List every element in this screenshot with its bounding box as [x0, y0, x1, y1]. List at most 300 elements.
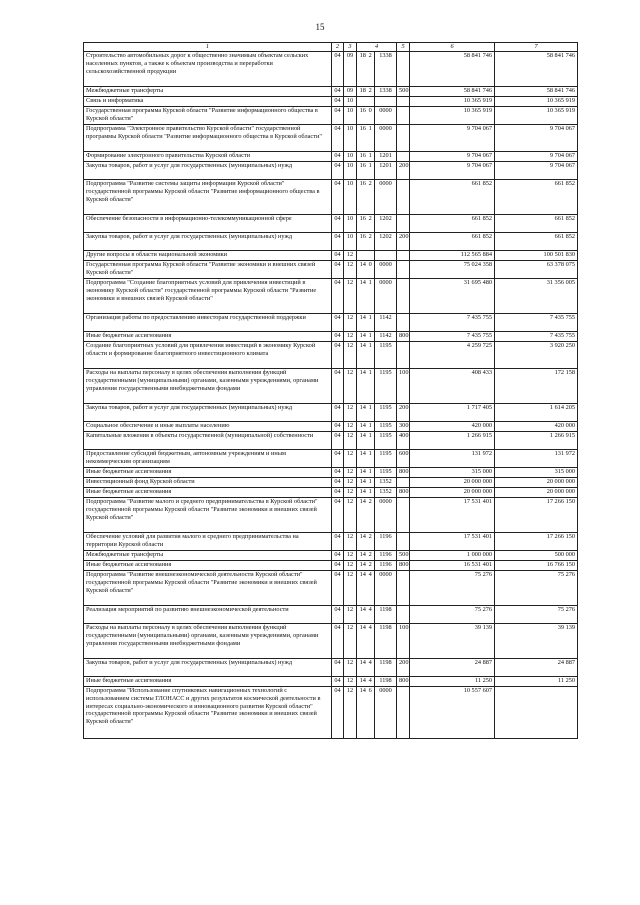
amount-year-2: 3 920 250 [495, 342, 578, 369]
amount-year-1: 58 841 746 [410, 52, 495, 87]
target-code-3: 1338 [375, 52, 397, 87]
pr-code: 12 [344, 369, 357, 404]
table-row [84, 659, 578, 677]
target-code-3: 0000 [375, 180, 397, 215]
vr-code [397, 533, 410, 551]
table-row [84, 551, 578, 561]
vr-code: 400 [397, 432, 410, 450]
target-code-3: 1195 [375, 468, 397, 478]
amount-year-1: 10 557 607 [410, 687, 495, 739]
target-code-2: 2 [368, 87, 375, 97]
row-name: Инвестиционный фонд Курской области [84, 478, 332, 488]
row-name: Связь и информатика [84, 97, 332, 107]
vr-code [397, 342, 410, 369]
table-row [84, 332, 578, 342]
target-code-2 [368, 97, 375, 107]
header-cell: 4 [357, 43, 397, 52]
vr-code [397, 498, 410, 533]
pr-code: 12 [344, 498, 357, 533]
vr-code: 800 [397, 332, 410, 342]
amount-year-1: 9 704 067 [410, 125, 495, 152]
pr-code: 09 [344, 87, 357, 97]
target-code-1: 14 [357, 279, 368, 314]
amount-year-1: 7 435 755 [410, 314, 495, 332]
target-code-3 [375, 97, 397, 107]
gr-code: 04 [332, 450, 344, 468]
amount-year-2: 63 378 075 [495, 261, 578, 279]
pr-code: 12 [344, 551, 357, 561]
gr-code: 04 [332, 404, 344, 422]
amount-year-1: 75 276 [410, 606, 495, 624]
gr-code: 04 [332, 342, 344, 369]
vr-code: 800 [397, 561, 410, 571]
target-code-3: 1196 [375, 551, 397, 561]
target-code-3: 0000 [375, 261, 397, 279]
gr-code: 04 [332, 261, 344, 279]
pr-code: 12 [344, 404, 357, 422]
target-code-1: 16 [357, 152, 368, 162]
target-code-1: 14 [357, 571, 368, 606]
target-code-1: 18 [357, 87, 368, 97]
pr-code: 12 [344, 478, 357, 488]
table-row [84, 87, 578, 97]
vr-code: 500 [397, 551, 410, 561]
table-row [84, 180, 578, 215]
target-code-3: 1198 [375, 659, 397, 677]
gr-code: 04 [332, 422, 344, 432]
target-code-2: 1 [368, 478, 375, 488]
target-code-2: 1 [368, 162, 375, 180]
row-name: Расходы на выплаты персоналу в целях обеспечения выполнения функций государственными (муниципальными) органами, казенными учреждениями, органами управления государственными внебюджетными фондами [84, 624, 332, 659]
gr-code: 04 [332, 180, 344, 215]
pr-code: 10 [344, 180, 357, 215]
amount-year-2: 661 852 [495, 215, 578, 233]
table-row [84, 478, 578, 488]
pr-code: 12 [344, 332, 357, 342]
target-code-3: 0000 [375, 687, 397, 739]
table-row [84, 571, 578, 606]
row-name: Обеспечение безопасности в информационно-телекоммуникационной сфере [84, 215, 332, 233]
vr-code: 200 [397, 404, 410, 422]
target-code-2: 1 [368, 404, 375, 422]
vr-code [397, 125, 410, 152]
amount-year-1: 31 695 480 [410, 279, 495, 314]
target-code-1: 14 [357, 533, 368, 551]
amount-year-2: 315 000 [495, 468, 578, 478]
vr-code [397, 52, 410, 87]
table-row [84, 251, 578, 261]
row-name: Капитальные вложения в объекты государственной (муниципальной) собственности [84, 432, 332, 450]
table-row [84, 498, 578, 533]
target-code-3: 1195 [375, 404, 397, 422]
target-code-3: 1352 [375, 478, 397, 488]
row-name: Государственная программа Курской области "Развитие экономики и внешних связей Курской области" [84, 261, 332, 279]
amount-year-1: 9 704 067 [410, 162, 495, 180]
pr-code: 09 [344, 52, 357, 87]
target-code-3: 1338 [375, 87, 397, 97]
gr-code: 04 [332, 125, 344, 152]
row-name: Подпрограмма "Использование спутниковых навигационных технологий с использованием системы ГЛОНАСС и других результатов космической деятельности в интересах социально-экономического и инновационного развития Курской области" государственной программы Курской области "Развитие экономики и внешних связей Курской области" [84, 687, 332, 739]
target-code-1: 14 [357, 450, 368, 468]
table-row [84, 279, 578, 314]
target-code-2: 1 [368, 332, 375, 342]
table-row [84, 125, 578, 152]
gr-code: 04 [332, 432, 344, 450]
gr-code: 04 [332, 162, 344, 180]
pr-code: 12 [344, 251, 357, 261]
gr-code: 04 [332, 606, 344, 624]
table-row [84, 404, 578, 422]
pr-code: 10 [344, 125, 357, 152]
target-code-3: 1195 [375, 369, 397, 404]
target-code-3: 1201 [375, 162, 397, 180]
amount-year-2: 20 000 000 [495, 478, 578, 488]
target-code-1: 14 [357, 261, 368, 279]
row-name: Предоставление субсидий бюджетным, автономным учреждениям и иным некоммерческим организациям [84, 450, 332, 468]
header-cell: 3 [344, 43, 357, 52]
table-row [84, 468, 578, 478]
vr-code: 500 [397, 87, 410, 97]
target-code-1: 14 [357, 404, 368, 422]
pr-code: 10 [344, 215, 357, 233]
row-name: Подпрограмма "Развитие малого и среднего предпринимательства в Курской области" государственной программы Курской области "Развитие экономики и внешних связей Курской области" [84, 498, 332, 533]
row-name: Межбюджетные трансферты [84, 551, 332, 561]
amount-year-2: 661 852 [495, 233, 578, 251]
vr-code [397, 215, 410, 233]
amount-year-1: 1 266 915 [410, 432, 495, 450]
amount-year-1: 661 852 [410, 180, 495, 215]
gr-code: 04 [332, 478, 344, 488]
target-code-3: 1198 [375, 624, 397, 659]
vr-code: 200 [397, 162, 410, 180]
amount-year-2: 11 250 [495, 677, 578, 687]
table-row [84, 422, 578, 432]
table-row [84, 488, 578, 498]
amount-year-1: 75 024 358 [410, 261, 495, 279]
amount-year-1: 112 565 884 [410, 251, 495, 261]
target-code-2: 1 [368, 152, 375, 162]
target-code-1: 14 [357, 551, 368, 561]
table-row [84, 677, 578, 687]
amount-year-2 [495, 687, 578, 739]
row-name: Иные бюджетные ассигнования [84, 332, 332, 342]
header-row [84, 43, 578, 52]
table-row [84, 606, 578, 624]
row-name: Строительство автомобильных дорог к общественно значимым объектам сельских населенных пунктов, а также к объектам производства и переработки сельскохозяйственной продукции [84, 52, 332, 87]
amount-year-1: 20 000 000 [410, 488, 495, 498]
pr-code: 12 [344, 571, 357, 606]
target-code-3: 1195 [375, 450, 397, 468]
row-name: Реализация мероприятий по развитию внешнеэкономической деятельности [84, 606, 332, 624]
pr-code: 12 [344, 624, 357, 659]
target-code-2: 6 [368, 687, 375, 739]
amount-year-2: 10 365 919 [495, 107, 578, 125]
pr-code: 12 [344, 659, 357, 677]
target-code-3: 1142 [375, 332, 397, 342]
target-code-2: 1 [368, 314, 375, 332]
amount-year-1: 408 433 [410, 369, 495, 404]
header-cell: 1 [84, 43, 332, 52]
gr-code: 04 [332, 332, 344, 342]
target-code-2: 1 [368, 125, 375, 152]
pr-code: 12 [344, 468, 357, 478]
vr-code [397, 687, 410, 739]
target-code-1: 14 [357, 561, 368, 571]
target-code-3: 1195 [375, 342, 397, 369]
vr-code: 800 [397, 468, 410, 478]
table-row [84, 261, 578, 279]
vr-code: 200 [397, 233, 410, 251]
vr-code: 200 [397, 659, 410, 677]
target-code-2: 2 [368, 215, 375, 233]
header-cell: 7 [495, 43, 578, 52]
pr-code: 12 [344, 422, 357, 432]
gr-code: 04 [332, 468, 344, 478]
target-code-1: 14 [357, 488, 368, 498]
target-code-1: 14 [357, 606, 368, 624]
target-code-2: 4 [368, 571, 375, 606]
row-name: Иные бюджетные ассигнования [84, 677, 332, 687]
vr-code [397, 478, 410, 488]
target-code-2: 1 [368, 488, 375, 498]
amount-year-2: 20 000 000 [495, 488, 578, 498]
gr-code: 04 [332, 314, 344, 332]
target-code-3: 1196 [375, 533, 397, 551]
amount-year-2: 7 435 755 [495, 332, 578, 342]
amount-year-1: 420 000 [410, 422, 495, 432]
amount-year-1: 10 365 919 [410, 107, 495, 125]
target-code-2: 2 [368, 52, 375, 87]
pr-code: 12 [344, 342, 357, 369]
vr-code: 300 [397, 422, 410, 432]
target-code-2: 2 [368, 533, 375, 551]
amount-year-2: 9 704 067 [495, 125, 578, 152]
target-code-2: 2 [368, 561, 375, 571]
pr-code: 12 [344, 261, 357, 279]
gr-code: 04 [332, 107, 344, 125]
target-code-1: 16 [357, 162, 368, 180]
table-row [84, 233, 578, 251]
vr-code [397, 152, 410, 162]
table-row [84, 52, 578, 87]
gr-code: 04 [332, 687, 344, 739]
target-code-1 [357, 251, 368, 261]
amount-year-2: 500 000 [495, 551, 578, 561]
row-name: Другие вопросы в области национальной экономики [84, 251, 332, 261]
gr-code: 04 [332, 251, 344, 261]
pr-code: 12 [344, 533, 357, 551]
gr-code: 04 [332, 87, 344, 97]
amount-year-1: 75 276 [410, 571, 495, 606]
target-code-2: 2 [368, 551, 375, 561]
gr-code: 04 [332, 97, 344, 107]
target-code-2: 4 [368, 659, 375, 677]
row-name: Иные бюджетные ассигнования [84, 561, 332, 571]
target-code-2: 1 [368, 369, 375, 404]
target-code-1: 14 [357, 498, 368, 533]
target-code-1: 14 [357, 478, 368, 488]
target-code-1: 14 [357, 468, 368, 478]
amount-year-2: 1 266 915 [495, 432, 578, 450]
target-code-1: 16 [357, 233, 368, 251]
table-row [84, 107, 578, 125]
amount-year-2: 31 356 005 [495, 279, 578, 314]
pr-code: 12 [344, 279, 357, 314]
target-code-3: 1198 [375, 677, 397, 687]
header-cell: 5 [397, 43, 410, 52]
amount-year-2: 39 139 [495, 624, 578, 659]
gr-code: 04 [332, 152, 344, 162]
gr-code: 04 [332, 551, 344, 561]
vr-code [397, 314, 410, 332]
table-row [84, 624, 578, 659]
pr-code: 12 [344, 432, 357, 450]
vr-code: 600 [397, 450, 410, 468]
target-code-2: 2 [368, 180, 375, 215]
header-cell: 6 [410, 43, 495, 52]
target-code-3: 0000 [375, 571, 397, 606]
target-code-1 [357, 97, 368, 107]
vr-code [397, 251, 410, 261]
pr-code: 10 [344, 97, 357, 107]
amount-year-2: 661 852 [495, 180, 578, 215]
target-code-1: 14 [357, 659, 368, 677]
row-name: Подпрограмма "Электронное правительство Курской области" государственной программы Курской области "Развитие информационного общества в Курской области" [84, 125, 332, 152]
amount-year-2: 75 276 [495, 606, 578, 624]
table-row [84, 314, 578, 332]
amount-year-1: 1 000 000 [410, 551, 495, 561]
amount-year-1: 11 250 [410, 677, 495, 687]
row-name: Расходы на выплаты персоналу в целях обеспечения выполнения функций государственными (муниципальными) органами, казенными учреждениями, органами управления государственными внебюджетными фондами [84, 369, 332, 404]
row-name: Иные бюджетные ассигнования [84, 468, 332, 478]
amount-year-1: 661 852 [410, 233, 495, 251]
vr-code: 100 [397, 369, 410, 404]
target-code-1: 16 [357, 215, 368, 233]
amount-year-2: 17 266 150 [495, 498, 578, 533]
table-row [84, 162, 578, 180]
gr-code: 04 [332, 369, 344, 404]
target-code-3: 1201 [375, 152, 397, 162]
amount-year-1: 24 887 [410, 659, 495, 677]
vr-code [397, 261, 410, 279]
target-code-2: 2 [368, 233, 375, 251]
target-code-2: 4 [368, 624, 375, 659]
target-code-1: 16 [357, 107, 368, 125]
target-code-2: 1 [368, 450, 375, 468]
amount-year-2: 16 766 150 [495, 561, 578, 571]
target-code-2: 4 [368, 677, 375, 687]
gr-code: 04 [332, 279, 344, 314]
pr-code: 12 [344, 314, 357, 332]
target-code-3: 1195 [375, 422, 397, 432]
table-row [84, 97, 578, 107]
table-row [84, 450, 578, 468]
row-name: Государственная программа Курской области "Развитие информационного общества в Курской области" [84, 107, 332, 125]
table-row [84, 369, 578, 404]
pr-code: 10 [344, 107, 357, 125]
row-name: Обеспечение условий для развития малого и среднего предпринимательства на территории Курской области [84, 533, 332, 551]
target-code-1: 14 [357, 432, 368, 450]
target-code-3: 1142 [375, 314, 397, 332]
target-code-2 [368, 251, 375, 261]
amount-year-1: 10 365 919 [410, 97, 495, 107]
target-code-2: 0 [368, 107, 375, 125]
amount-year-2: 420 000 [495, 422, 578, 432]
target-code-1: 16 [357, 125, 368, 152]
pr-code: 10 [344, 233, 357, 251]
target-code-3: 0000 [375, 107, 397, 125]
row-name: Межбюджетные трансферты [84, 87, 332, 97]
target-code-1: 14 [357, 422, 368, 432]
target-code-1: 16 [357, 180, 368, 215]
amount-year-2: 75 276 [495, 571, 578, 606]
gr-code: 04 [332, 624, 344, 659]
amount-year-2: 9 704 067 [495, 162, 578, 180]
pr-code: 12 [344, 677, 357, 687]
vr-code: 100 [397, 624, 410, 659]
target-code-3: 0000 [375, 279, 397, 314]
table-row [84, 432, 578, 450]
row-name: Организация работы по предоставлению инвесторам государственной поддержки [84, 314, 332, 332]
amount-year-2: 1 614 205 [495, 404, 578, 422]
pr-code: 12 [344, 687, 357, 739]
amount-year-1: 4 259 725 [410, 342, 495, 369]
budget-table [83, 42, 578, 739]
row-name: Формирование электронного правительства Курской области [84, 152, 332, 162]
amount-year-2: 24 887 [495, 659, 578, 677]
target-code-2: 2 [368, 498, 375, 533]
vr-code [397, 606, 410, 624]
vr-code: 800 [397, 677, 410, 687]
row-name: Закупка товаров, работ и услуг для государственных (муниципальных) нужд [84, 659, 332, 677]
table-row [84, 152, 578, 162]
target-code-3: 0000 [375, 498, 397, 533]
amount-year-2: 58 841 746 [495, 52, 578, 87]
pr-code: 12 [344, 561, 357, 571]
target-code-2: 1 [368, 279, 375, 314]
target-code-2: 0 [368, 261, 375, 279]
target-code-2: 1 [368, 468, 375, 478]
vr-code [397, 571, 410, 606]
vr-code [397, 180, 410, 215]
amount-year-1: 58 841 746 [410, 87, 495, 97]
row-name: Подпрограмма "Развитие внешнеэкономической деятельности Курской области" государственной программы Курской области "Развитие экономики и внешних связей Курской области" [84, 571, 332, 606]
amount-year-1: 315 000 [410, 468, 495, 478]
target-code-1: 18 [357, 52, 368, 87]
pr-code: 10 [344, 162, 357, 180]
pr-code: 12 [344, 488, 357, 498]
page-number: 15 [315, 22, 325, 32]
amount-year-1: 7 435 755 [410, 332, 495, 342]
row-name: Подпрограмма "Развитие системы защиты информации Курской области" государственной программы Курской области "Развитие информационного общества в Курской области" [84, 180, 332, 215]
target-code-2: 1 [368, 422, 375, 432]
target-code-1: 14 [357, 314, 368, 332]
amount-year-1: 20 000 000 [410, 478, 495, 488]
pr-code: 12 [344, 606, 357, 624]
amount-year-2: 7 435 755 [495, 314, 578, 332]
row-name: Создание благоприятных условий для привлечения инвестиций в экономику Курской области и формирование благоприятного инвестиционного климата [84, 342, 332, 369]
pr-code: 10 [344, 152, 357, 162]
row-name: Социальное обеспечение и иные выплаты населению [84, 422, 332, 432]
amount-year-1: 9 704 067 [410, 152, 495, 162]
row-name: Закупка товаров, работ и услуг для государственных (муниципальных) нужд [84, 404, 332, 422]
target-code-1: 14 [357, 677, 368, 687]
target-code-3: 1195 [375, 432, 397, 450]
table-row [84, 342, 578, 369]
gr-code: 04 [332, 233, 344, 251]
target-code-3: 1198 [375, 606, 397, 624]
pr-code: 12 [344, 450, 357, 468]
